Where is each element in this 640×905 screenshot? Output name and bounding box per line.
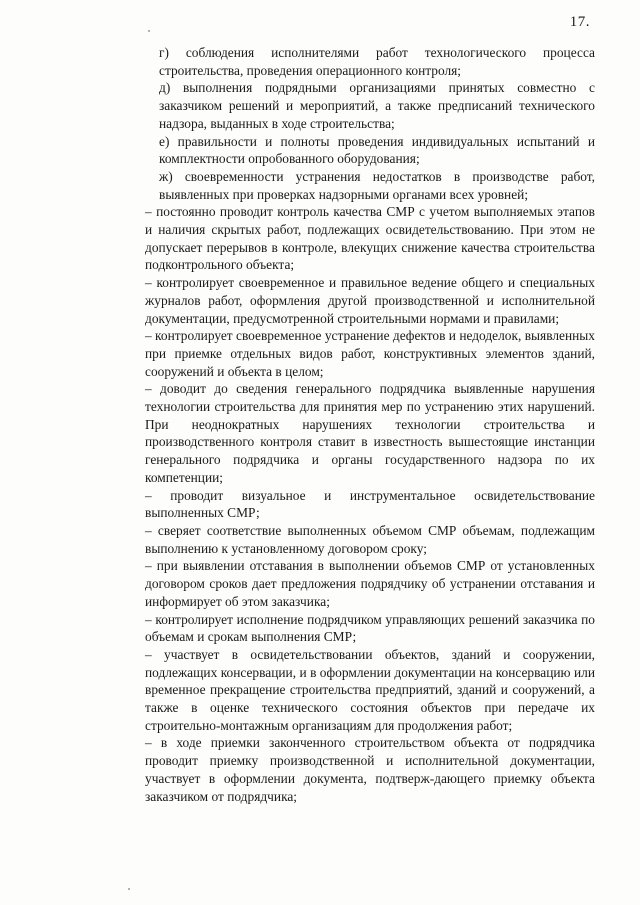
sub-item-e: е) правильности и полноты проведения индивидуальных испытаний и комплектности опробованного оборудования; [159, 133, 595, 167]
scan-speck [148, 30, 150, 32]
list-item-quality-control: – постоянно проводит контроль качества СМР с учетом выполняемых этапов и наличия скрытых работ, подлежащих освидетельствованию. При этом не допускает перерывов в контроле, влекущих снижение качества строительства подконтрольного объекта; [145, 204, 595, 273]
page-number: 17. [569, 14, 590, 30]
list-item-conservation: – участвует в освидетельствовании объектов, зданий и сооружении, подлежащих консервации, и в оформлении документации на консервацию или временное прекращение строительства предприятий, зданий и сооружений, а также в оценке технического состояния объектов при передаче их строительно-монтажным организациям для продолжения работ; [145, 646, 595, 733]
list-item-decisions: – контролирует исполнение подрядчиком управляющих решений заказчика по объемам и срокам выполнения СМР; [145, 611, 595, 645]
list-item-acceptance: – в ходе приемки законченного строительством объекта от подрядчика проводит приемку производственной и исполнительной документации, участвует в оформлении документа, подтверж-дающего приемку объекта заказчиком от подрядчика; [145, 735, 595, 804]
sub-item-zh: ж) своевременности устранения недостатков в производстве работ, выявленных при проверках надзорными органами всех уровней; [159, 168, 595, 202]
list-item-defects: – контролирует своевременное устранение дефектов и недоделок, выявленных при приемке отдельных видов работ, конструктивных элементов зданий, сооружений и объекта в целом; [145, 328, 595, 379]
list-item-inspection: – проводит визуальное и инструментальное освидетельствование выполненных СМР; [145, 487, 595, 521]
scan-speck [128, 888, 130, 890]
list-item-journals: – контролирует своевременное и правильное ведение общего и специальных журналов работ, оформления другой производственной и исполнительной документации, предусмотренной строительными нормами и правилами; [145, 275, 595, 326]
list-item-delays: – при выявлении отставания в выполнении объемов СМР от установленных договором сроков дает предложения подрядчику об устранении отставания и информирует об этом заказчика; [145, 558, 595, 609]
sub-item-g: г) соблюдения исполнителями работ технологического процесса строительства, проведения операционного контроля; [159, 45, 595, 78]
sub-item-d: д) выполнения подрядными организациями принятых совместно с заказчиком решений и мероприятий, а также предписаний технического надзора, выданных в ходе строительства; [159, 80, 595, 131]
list-item-volumes: – сверяет соответствие выполненных объемом СМР объемам, подлежащим выполнению к установленному договором сроку; [145, 522, 595, 556]
document-body [145, 44, 595, 805]
list-item-violations: – доводит до сведения генерального подрядчика выявленные нарушения технологии строительства для принятия мер по устранению этих нарушений. При неоднократных нарушениях технологии строительства и производственного контроля ставит в известность вышестоящие инстанции генерального подрядчика и органы государственного надзора по их компетенции; [145, 381, 595, 485]
